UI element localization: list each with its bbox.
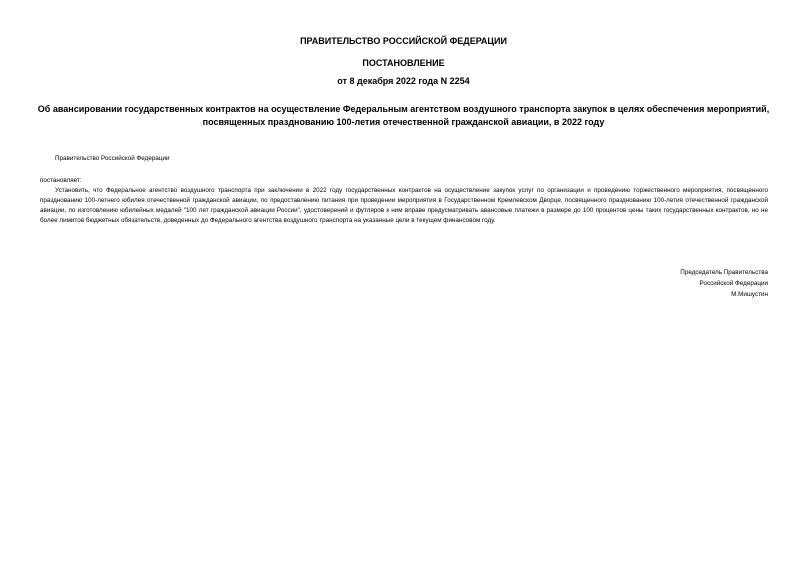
- document-title: Об авансировании государственных контрактов на осуществление Федеральным агентством воздушного транспорта закупок в целях обеспечения мероприятий, посвященных празднованию 100-летия отечественной гражданской авиации, в 2022 году: [37, 104, 770, 127]
- issuer-heading: ПРАВИТЕЛЬСТВО РОССИЙСКОЙ ФЕДЕРАЦИИ: [300, 36, 507, 46]
- signature-name: М.Мишустин: [731, 291, 768, 298]
- body-paragraph: Установить, что Федеральное агентство воздушного транспорта при заключении в 2022 году государственных контрактов на осуществление закупок услуг по организации и проведению торжественного мероприятия, посвященного празднованию 100-летнего юбилея отечественной гражданской авиации, по предоставлению питания при проведении мероприятия в Государственном Кремлевском Дворце, посвященного празднованию 100-летия отечественной гражданской авиации, по изготовлению юбилейных медалей "100 лет гражданской авиации России", удостоверений и футляров к ним вправе предусматривать авансовые платежи в размере до 100 процентов цены таких государственных контрактов, но не более лимитов бюджетных обязательств, доведенных до Федерального агентства воздушного транспорта на указанные цели в текущем финансовом году.: [40, 187, 768, 224]
- signature-position-line2: Российской Федерации: [699, 280, 768, 287]
- signature-position-line1: Председатель Правительства: [680, 269, 768, 276]
- resolves-text: постановляет:: [40, 177, 82, 184]
- document-type-heading: ПОСТАНОВЛЕНИЕ: [362, 58, 445, 68]
- date-number-heading: от 8 декабря 2022 года N 2254: [337, 76, 470, 86]
- preamble-text: Правительство Российской Федерации: [55, 155, 170, 162]
